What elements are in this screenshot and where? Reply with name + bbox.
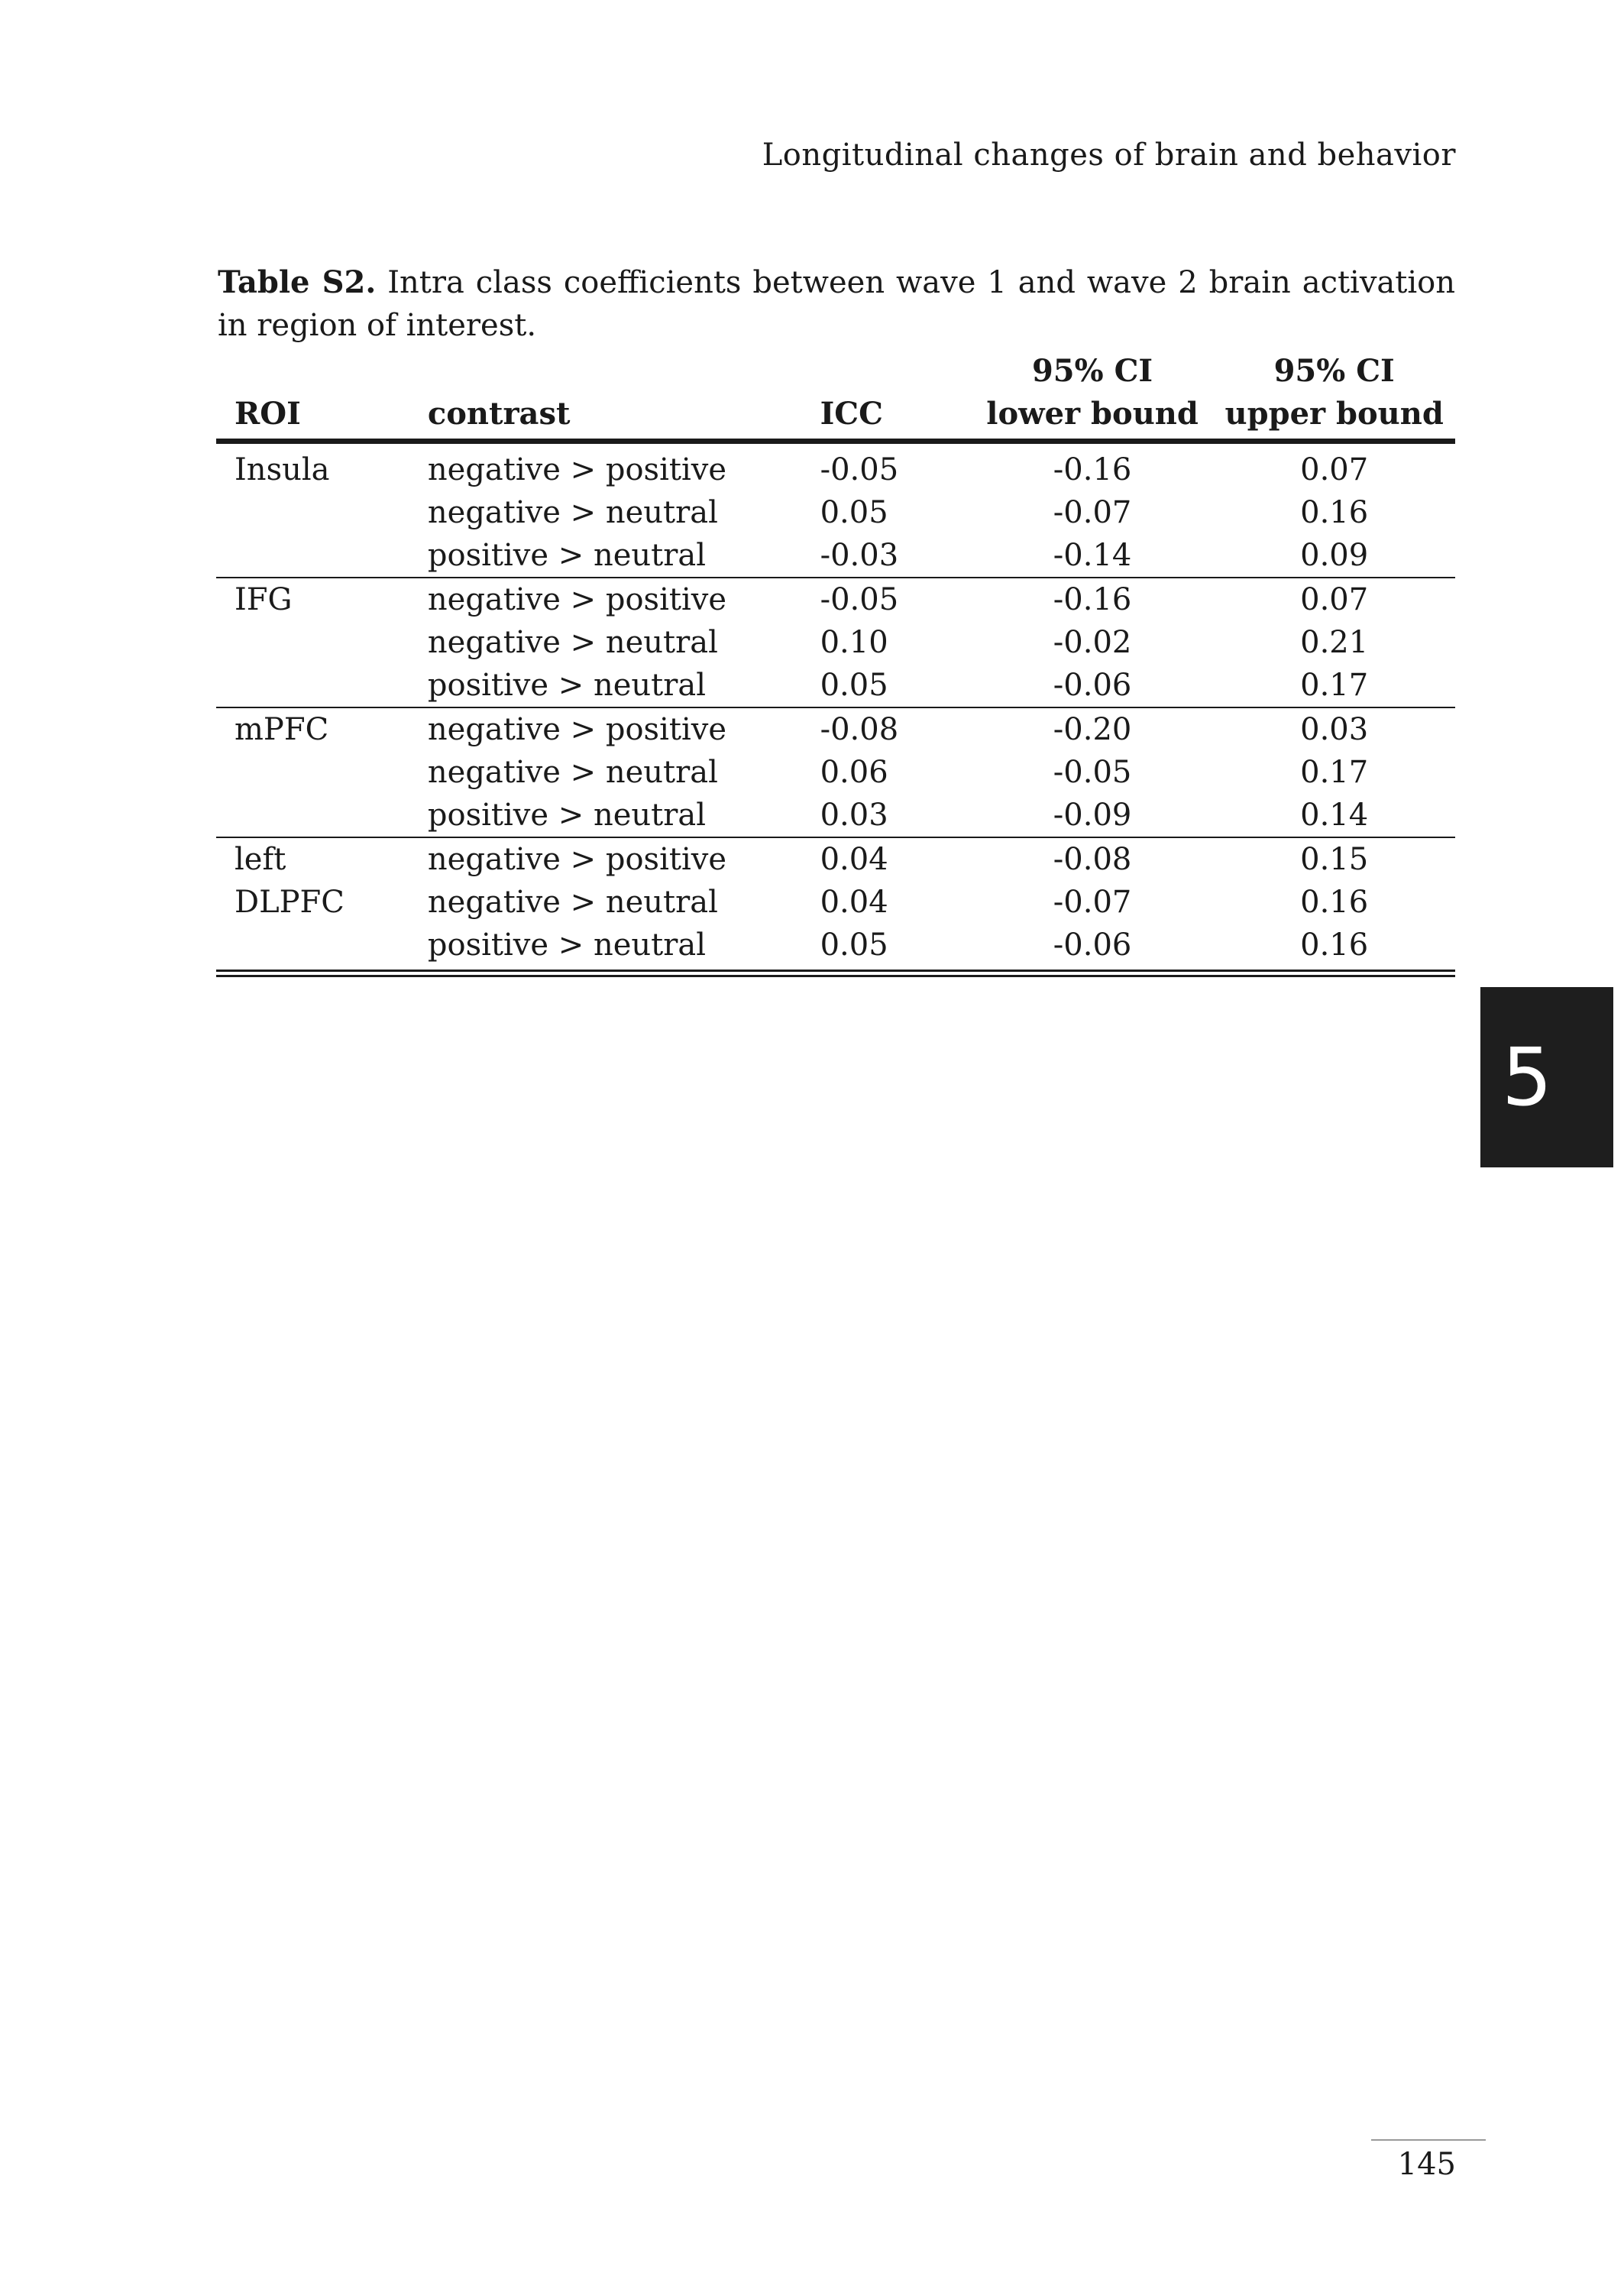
running-header: Longitudinal changes of brain and behavior xyxy=(762,138,1456,173)
cell-contrast: positive > neutral xyxy=(427,927,707,963)
cell-contrast: negative > neutral xyxy=(427,625,718,660)
cell-lower-bound: -0.16 xyxy=(972,442,1214,492)
cell-roi xyxy=(216,924,428,966)
cell-upper-bound: 0.15 xyxy=(1213,837,1455,881)
table-caption-text: Intra class coefficients between wave 1 and wave 2 brain activation in region of interest. xyxy=(218,265,1455,343)
cell-contrast: positive > neutral xyxy=(427,538,707,573)
icc-table-container xyxy=(216,350,1455,977)
table-body xyxy=(216,442,1455,967)
table-row xyxy=(216,534,1455,578)
chapter-tab: 5 xyxy=(1480,987,1613,1167)
header-lower-bound: lower bound xyxy=(972,393,1214,442)
cell-lower-bound: -0.02 xyxy=(1053,625,1132,660)
header-icc-spacer xyxy=(820,350,972,393)
cell-icc: 0.05 xyxy=(820,927,888,963)
header-row-bottom xyxy=(216,393,1455,442)
cell-roi: mPFC xyxy=(216,707,428,751)
cell-roi: left xyxy=(216,837,428,881)
table-row xyxy=(216,664,1455,707)
cell-icc: -0.03 xyxy=(820,538,899,573)
cell-contrast: positive > neutral xyxy=(427,798,707,833)
cell-lower-bound: -0.07 xyxy=(1053,885,1132,920)
cell-lower-bound: -0.08 xyxy=(972,837,1214,881)
cell-icc: 0.10 xyxy=(820,625,888,660)
table-row xyxy=(216,881,1455,924)
table-row xyxy=(216,837,1455,881)
cell-icc: -0.05 xyxy=(820,578,972,621)
table-row xyxy=(216,621,1455,664)
table-row xyxy=(216,924,1455,966)
header-roi-spacer xyxy=(216,350,428,393)
table-caption xyxy=(218,261,1455,347)
cell-roi xyxy=(216,534,428,578)
cell-upper-bound: 0.17 xyxy=(1300,755,1369,790)
cell-lower-bound: -0.07 xyxy=(1053,495,1132,530)
header-roi: ROI xyxy=(216,393,428,442)
page-number-rule xyxy=(1371,2139,1486,2141)
cell-roi: Insula xyxy=(216,442,428,492)
table-row xyxy=(216,578,1455,621)
cell-contrast: negative > positive xyxy=(428,578,820,621)
cell-lower-bound: -0.16 xyxy=(972,578,1214,621)
cell-roi: DLPFC xyxy=(235,885,345,920)
cell-upper-bound: 0.09 xyxy=(1300,538,1369,573)
cell-lower-bound: -0.06 xyxy=(1053,927,1132,963)
table-row xyxy=(216,442,1455,492)
cell-upper-bound: 0.21 xyxy=(1300,625,1369,660)
cell-upper-bound: 0.07 xyxy=(1213,578,1455,621)
cell-icc: 0.04 xyxy=(820,837,972,881)
table-row xyxy=(216,794,1455,837)
cell-icc: 0.06 xyxy=(820,755,888,790)
cell-lower-bound: -0.06 xyxy=(1053,668,1132,703)
header-contrast: contrast xyxy=(428,393,820,442)
table-row xyxy=(216,491,1455,534)
cell-icc: 0.03 xyxy=(820,798,888,833)
cell-icc: 0.05 xyxy=(820,668,888,703)
cell-roi xyxy=(216,491,428,534)
cell-upper-bound: 0.16 xyxy=(1300,495,1369,530)
cell-roi xyxy=(216,621,428,664)
table-caption-label: Table S2. xyxy=(218,264,377,300)
cell-contrast: positive > neutral xyxy=(427,668,707,703)
cell-upper-bound: 0.17 xyxy=(1300,668,1369,703)
cell-contrast: negative > positive xyxy=(428,707,820,751)
table-bottom-double-rule xyxy=(216,970,1455,977)
cell-icc: -0.08 xyxy=(820,707,972,751)
cell-contrast: negative > positive xyxy=(428,837,820,881)
header-icc: ICC xyxy=(820,393,972,442)
header-upper-ci-top: 95% CI xyxy=(1273,353,1395,389)
cell-lower-bound: -0.14 xyxy=(1053,538,1132,573)
cell-roi xyxy=(216,794,428,837)
cell-contrast: negative > positive xyxy=(428,442,820,492)
header-contrast-spacer xyxy=(428,350,820,393)
cell-upper-bound: 0.03 xyxy=(1213,707,1455,751)
cell-roi: IFG xyxy=(216,578,428,621)
table-row xyxy=(216,707,1455,751)
icc-table xyxy=(216,350,1455,966)
cell-icc: 0.05 xyxy=(820,495,888,530)
table-row xyxy=(216,751,1455,794)
cell-lower-bound: -0.20 xyxy=(972,707,1214,751)
cell-upper-bound: 0.16 xyxy=(1300,927,1369,963)
cell-upper-bound: 0.16 xyxy=(1300,885,1369,920)
header-upper-bound: upper bound xyxy=(1213,393,1455,442)
cell-icc: -0.05 xyxy=(820,442,972,492)
header-lower-ci-top: 95% CI xyxy=(1031,353,1153,389)
page-number: 145 xyxy=(1397,2147,1456,2182)
header-row-top xyxy=(216,350,1455,393)
cell-lower-bound: -0.09 xyxy=(1053,798,1132,833)
table-header xyxy=(216,350,1455,442)
cell-contrast: negative > neutral xyxy=(427,495,718,530)
cell-contrast: negative > neutral xyxy=(427,885,718,920)
cell-icc: 0.04 xyxy=(820,885,888,920)
cell-upper-bound: 0.07 xyxy=(1213,442,1455,492)
cell-lower-bound: -0.05 xyxy=(1053,755,1132,790)
cell-contrast: negative > neutral xyxy=(427,755,718,790)
cell-upper-bound: 0.14 xyxy=(1300,798,1369,833)
cell-roi xyxy=(216,664,428,707)
cell-roi xyxy=(216,751,428,794)
